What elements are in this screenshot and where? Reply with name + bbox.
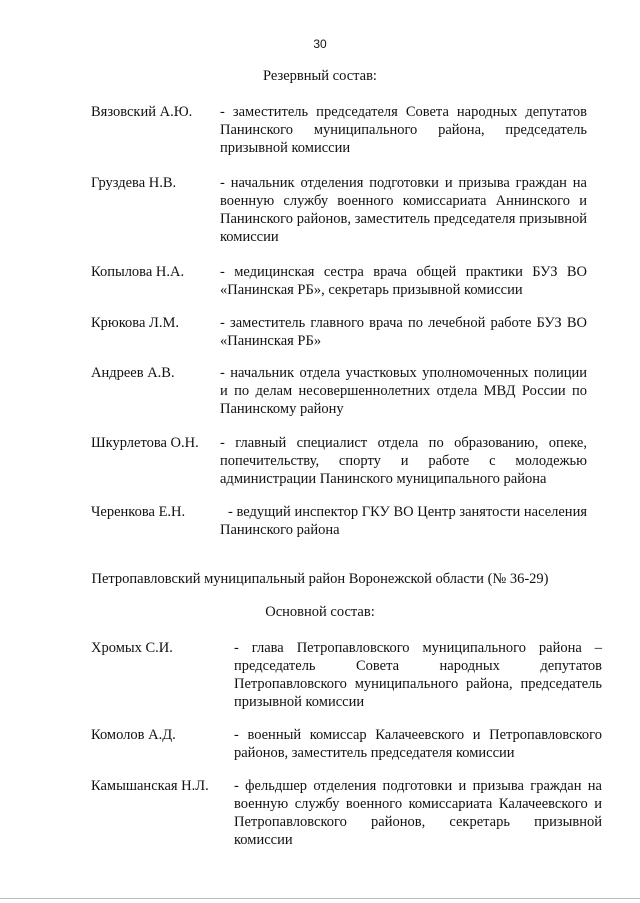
page-number: 30 — [313, 37, 327, 51]
member-name: Комолов А.Д. — [91, 727, 176, 743]
member-role: - медицинская сестра врача общей практики БУЗ ВО «Панинская РБ», секретарь призывной комиссии — [220, 264, 587, 298]
member-name: Хромых С.И. — [91, 640, 173, 656]
main-composition-heading: Основной состав: — [265, 604, 375, 620]
district-heading: Петропавловский муниципальный район Воронежской области (№ 36-29) — [91, 571, 549, 587]
member-role: - глава Петропавловского муниципального района – председатель Совета народных депутатов Петропавловского муниципального района, председатель призывной комиссии — [234, 640, 602, 710]
member-role: - заместитель председателя Совета народных депутатов Панинского муниципального района, председатель призывной комиссии — [220, 104, 587, 156]
page-bottom-rule — [0, 898, 640, 899]
member-name: Андреев А.В. — [91, 365, 175, 381]
member-role: - заместитель главного врача по лечебной работе БУЗ ВО «Панинская РБ» — [220, 315, 587, 349]
member-role: - главный специалист отдела по образованию, опеке, попечительству, спорту и работе с молодежью администрации Панинского муниципального района — [220, 435, 587, 487]
member-role: - военный комиссар Калачеевского и Петропавловского районов, заместитель председателя комиссии — [234, 727, 602, 761]
member-role: - начальник отделения подготовки и призыва граждан на военную службу военного комиссариата Аннинского и Панинского районов, заместитель председателя призывной комиссии — [220, 175, 587, 245]
member-name: Камышанская Н.Л. — [91, 778, 209, 794]
member-role: - ведущий инспектор ГКУ ВО Центр занятости населения Панинского района — [220, 504, 587, 538]
reserve-heading: Резервный состав: — [263, 68, 377, 84]
member-role: - фельдшер отделения подготовки и призыва граждан на военную службу военного комиссариата Калачеевского и Петропавловского районов, секретарь призывной комиссии — [234, 778, 602, 848]
member-name: Груздева Н.В. — [91, 175, 177, 191]
member-name: Копылова Н.А. — [91, 264, 185, 280]
member-name: Вязовский А.Ю. — [91, 104, 193, 120]
member-name: Крюкова Л.М. — [91, 315, 180, 331]
member-name: Черенкова Е.Н. — [91, 504, 186, 520]
member-role: - начальник отдела участковых уполномоченных полиции и по делам несовершеннолетних отдела МВД России по Панинскому району — [220, 365, 587, 417]
member-name: Шкурлетова О.Н. — [91, 435, 199, 451]
